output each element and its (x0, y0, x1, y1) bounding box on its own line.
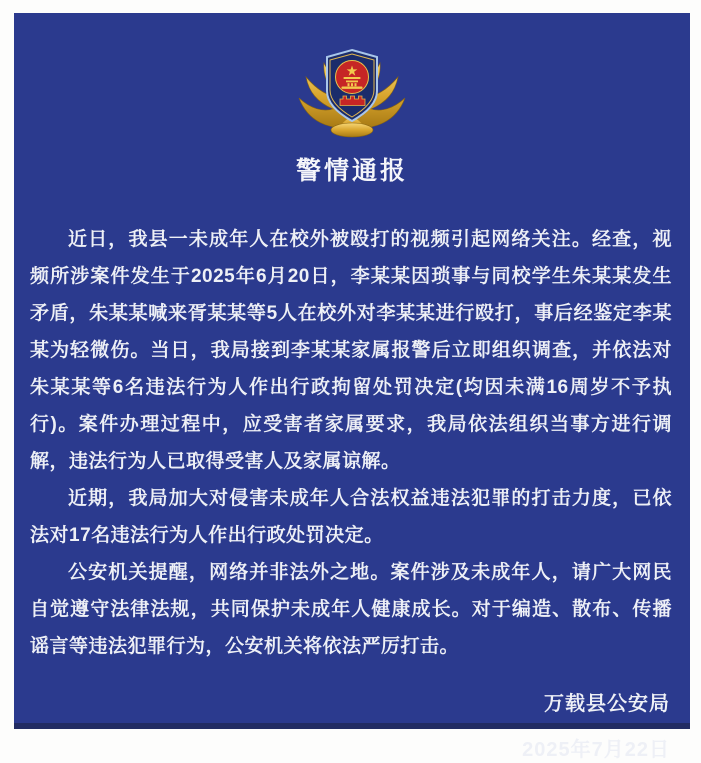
notice-title: 警情通报 (295, 157, 408, 185)
notice-paragraph-1: 近日，我县一未成年人在校外被殴打的视频引起网络关注。经查，视频所涉案件发生于2025年6月20日，李某某因琐事与同校学生朱某某发生矛盾，朱某某喊来胥某某等5人在校外对李某某进行殴打，事后经鉴定李某某为轻微伤。当日，我局接到李某某家属报警后立即组织调查，并依法对朱某某等6名违法行为人作出行政拘留处罚决定(均因未满16周岁不予执行)。案件办理过程中，应受害者家属要求，我局依法组织当事方进行调解，违法行为人已取得受害人及家属谅解。 (30, 229, 672, 472)
issue-date: 2025年7月22日 (522, 739, 670, 761)
police-badge-icon (290, 47, 414, 139)
emblem-container (14, 13, 690, 139)
notice-paragraph-3: 公安机关提醒，网络并非法外之地。案件涉及未成年人，请广大网民自觉遵守法律法规，共同保护未成年人健康成长。对于编造、散布、传播谣言等违法犯罪行为，公安机关将依法严厉打击。 (30, 562, 672, 657)
notice-body (14, 221, 690, 665)
notice-footer (14, 691, 690, 763)
issuer-signature: 万载县公安局 (544, 693, 670, 715)
notice-paragraph-2: 近期，我局加大对侵害未成年人合法权益违法犯罪的打击力度，已依法对17名违法行为人作出行政处罚决定。 (30, 488, 672, 546)
police-notice-panel (14, 13, 690, 761)
